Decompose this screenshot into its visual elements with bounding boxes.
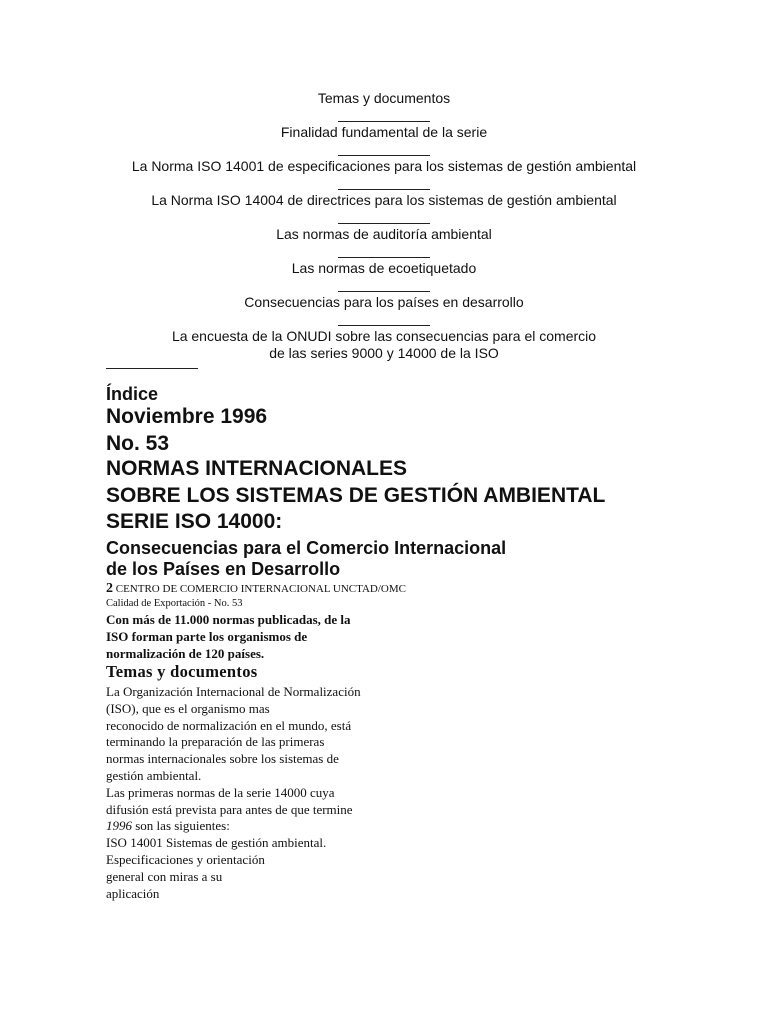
toc-item: La encuesta de la ONUDI sobre las consecuencias para el comercio (171, 328, 597, 344)
toc-item: La Norma ISO 14004 de directrices para los sistemas de gestión ambiental (151, 192, 617, 208)
toc-divider (338, 311, 430, 328)
document-title-line-3: SERIE ISO 14000: (106, 510, 283, 533)
body-line-tail: son las siguientes: (132, 818, 230, 834)
toc-item: Finalidad fundamental de la serie (280, 124, 488, 140)
toc-divider (338, 175, 430, 192)
body-line: gestión ambiental. (106, 767, 202, 783)
toc-divider (338, 277, 430, 294)
toc-item: Las normas de auditoría ambiental (276, 226, 492, 242)
body-line: reconocido de normalización en el mundo, está (106, 717, 352, 733)
body-line: aplicación (106, 885, 160, 901)
table-of-contents (0, 90, 768, 362)
intro-line: Con más de 11.000 normas publicadas, de la (106, 612, 351, 627)
index-heading: Índice (106, 384, 159, 404)
toc-item: Las normas de ecoetiquetado (291, 260, 477, 276)
document-subtitle-line-2: de los Países en Desarrollo (106, 559, 341, 579)
section-heading: Temas y documentos (106, 662, 258, 681)
body-line: general con miras a su (106, 868, 223, 884)
toc-item: La Norma ISO 14001 de especificaciones para los sistemas de gestión ambiental (131, 158, 637, 174)
toc-divider (338, 209, 430, 226)
body-line: ISO 14001 Sistemas de gestión ambiental. (106, 835, 327, 851)
toc-item: Consecuencias para los países en desarrollo (244, 294, 524, 310)
body-line: La Organización Internacional de Normalización (106, 684, 361, 699)
toc-divider (338, 141, 430, 158)
body-line: (ISO), que es el organismo mas (106, 700, 270, 716)
body-line: normas internacionales sobre los sistemas de (106, 751, 339, 767)
document-subtitle-line-1: Consecuencias para el Comercio Internacional (106, 538, 507, 558)
publisher-line (106, 582, 406, 596)
toc-divider (338, 243, 430, 260)
intro-line: normalización de 120 países. (106, 646, 265, 661)
issue-date: Noviembre 1996 (106, 405, 268, 428)
section-divider (106, 368, 198, 369)
publisher-name: CENTRO DE COMERCIO INTERNACIONAL UNCTAD/OMC (115, 583, 406, 595)
document-title-line-1: NORMAS INTERNACIONALES (106, 457, 408, 480)
section-body (106, 684, 361, 902)
intro-line: ISO forman parte los organismos de (106, 629, 308, 644)
issue-number: No. 53 (106, 432, 170, 455)
toc-item: de las series 9000 y 14000 de la ISO (269, 345, 499, 361)
body-line (106, 818, 361, 835)
toc-item: Temas y documentos (317, 90, 451, 106)
body-line: terminando la preparación de las primeras (106, 734, 325, 750)
body-line: Las primeras normas de la serie 14000 cuya (106, 784, 335, 800)
document-title-line-2: SOBRE LOS SISTEMAS DE GESTIÓN AMBIENTAL (106, 484, 606, 507)
intro-paragraph (106, 611, 351, 662)
page-number: 2 (106, 581, 113, 596)
body-line: difusión está prevista para antes de que termine (106, 801, 353, 817)
year-italic: 1996 (106, 818, 132, 834)
series-name: Calidad de Exportación - No. 53 (106, 598, 243, 609)
toc-divider (338, 107, 430, 124)
body-line: Especificaciones y orientación (106, 851, 265, 867)
